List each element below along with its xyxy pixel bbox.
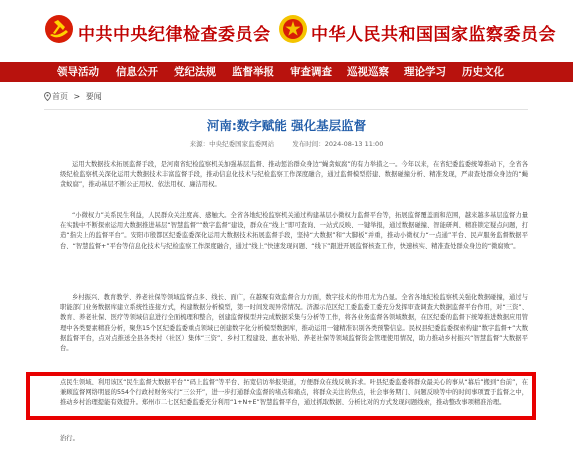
highlight-annotation-box (26, 372, 536, 420)
nav-item-inspection[interactable]: 巡视巡察 (347, 66, 389, 78)
breadcrumb-separator: > (73, 92, 81, 101)
main-nav (0, 62, 573, 82)
site-header (0, 0, 573, 62)
breadcrumb (52, 91, 102, 102)
site-title-nsc[interactable]: 中华人民共和国国家监察委员会 (311, 25, 556, 45)
article-paragraph-4-highlighted: 点民生领域、利用该区“民生监督大数据平台”“码上监督”等平台、拓宽信访举报渠道，方便群众在线反映诉求。叶县纪委监委将群众最关心的事从“幕后”搬到“台前”，在兼顾监督网络明显的554个行政村财务实行“三公开”，进一步打通群众监督的堵点和痛点，将群众关注的焦点，社会事务期门、问题反映等中的时间事项置于监督之中，推动乡村治理提能有效提升。郑州市二七区纪委监委充分利用“1+N+E”智慧监督平台，通过抓取数据、分析比对的方式发现问题线索，推动整改事项精准治理。 (60, 379, 528, 407)
nav-item-report[interactable]: 监督举报 (232, 66, 274, 78)
article-paragraph-1: 运用大数据技术拓展监督手段，是河南省纪检监察机关加强基层监督、推动惩治群众身边“蝇贪蚁腐”的有力举措之一。今年以来，在省纪委监委统筹推动下，全省各级纪检监察机关深化运用大数据技术丰富监督手段，推动信息化技术与纪检监察工作深度融合，通过监督模型搭建、数据碰撞分析、精准发现，严肃查处群众身边的“蝇贪蚁腐”，推动基层不断公正用权、依法用权、廉洁用权。 (60, 161, 528, 189)
article-time: 发布时间：2024-08-13 11:00 (292, 140, 384, 148)
site-title-ccdi[interactable]: 中共中央纪律检查委员会 (78, 25, 271, 45)
article-title: 河南:数字赋能 强化基层监督 (206, 118, 367, 133)
national-emblem-icon (278, 14, 308, 44)
nav-item-regulations[interactable]: 党纪法规 (174, 66, 216, 78)
article-meta (0, 139, 573, 148)
party-emblem-icon (44, 14, 74, 44)
nav-item-investigation[interactable]: 审查调查 (290, 66, 332, 78)
breadcrumb-current[interactable]: 要闻 (85, 92, 102, 101)
article-paragraph-3: 乡村振兴、教育教学、养老社保等领域监督点多、线长、面广，在越聚有效监督合力方面，数字技术的作用尤为凸显。全省各地纪检监察机关强化数据碰撞，通过与职能部门业务数据库建立系统性连接方式，构建数据分析模型，第一时间发现异常情况。济源示范区纪工委监委工委充分发挥审查调查大数据监督平台作用，对“三资”、教育、养老社保、医疗等领域信息进行全面梳理和整合，创建监督模型并完成数据采集与分析等工作，将各业务监督各领域数据，在区纪委的监督下统筹推进数据应用管理中各类要素精准分析，聚焦15个区纪委监委重点领域已创建数字化分析模型数据库，推动运用一键精准识别各类预警信息。民权县纪委监委探索构建“数字监督+”大数据监督平台，点对点推送全县各类村（社区）集体“三资”、乡村工程建设、惠农补贴、养老社保等领域监督资金管理使用情况，助力推动乡村振兴“智慧监督”大数据平台。 (60, 294, 528, 353)
nav-item-theory[interactable]: 理论学习 (404, 66, 446, 78)
breadcrumb-home[interactable]: 首页 (52, 92, 68, 101)
nav-item-info-disclosure[interactable]: 信息公开 (116, 66, 158, 78)
article-paragraph-2: “小微权力”关系民生利益，人民群众关注度高、感触大。全省各地纪检监察机关通过构建基层小微权力监督平台等，拓展监督覆盖面和范围，越来越多基层监督力量在实践中不断探索运用大数据推进基层“智慧监督”“数字监督”建设，群众在“线上”即可查询、一站式反映、一键举报，通过数据碰撞、智能研判、精准锁定疑点问题，打造“指尖上的监督平台”。安阳市殷都区纪委监委深化运用大数据技术拓展监督手段，坚持“大数据”和“大脚板”并重，推动小微权力“一点通”平台、民声服务监督数据平台、“智慧监督+”平台等信息化技术与纪检监察工作深度融合，通过“线上”快速发现问题、“线下”跟进开展监督核查工作，快速核实、精准查处群众身边的“微腐败”。 (60, 212, 528, 250)
article-source: 来源：中央纪委国家监委网站 (189, 140, 275, 148)
article-paragraph-5: 治行。 (60, 435, 79, 442)
nav-item-history[interactable]: 历史文化 (462, 66, 504, 78)
location-pin-icon (44, 92, 51, 101)
nav-item-leadership[interactable]: 领导活动 (57, 66, 99, 78)
divider (44, 109, 528, 110)
